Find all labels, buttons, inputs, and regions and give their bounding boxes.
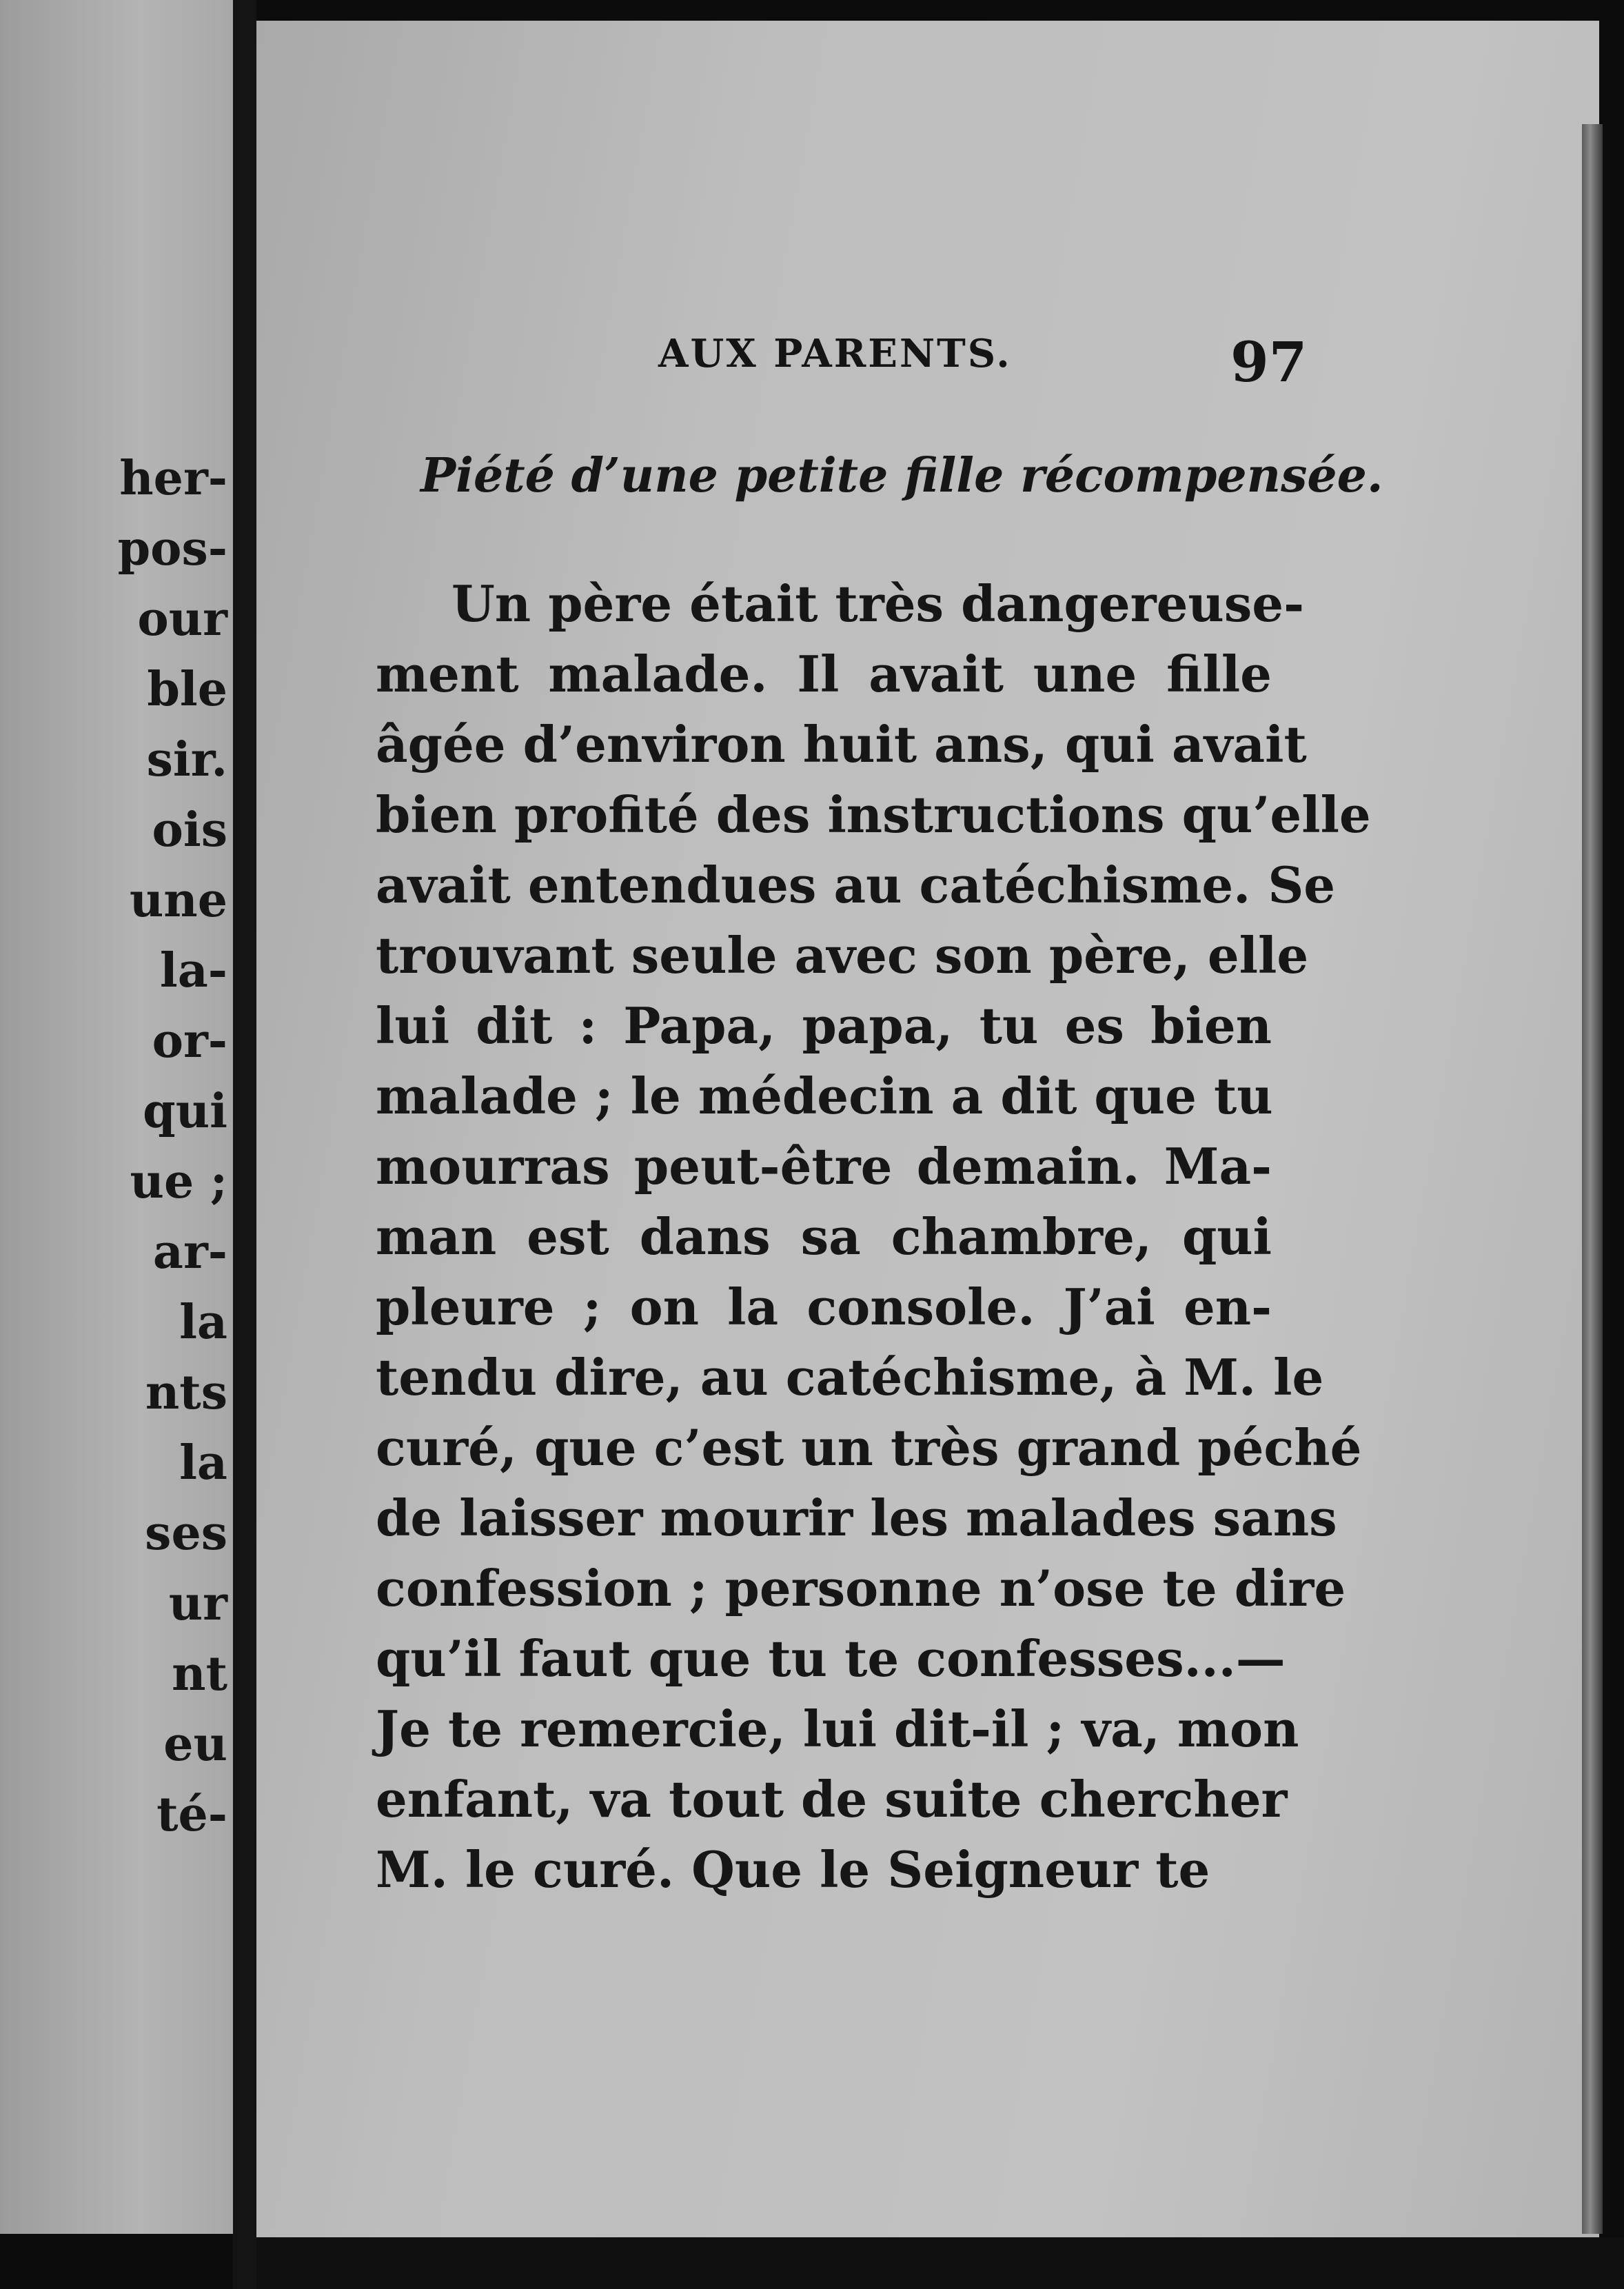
left-page-line: qui [143,1084,227,1139]
left-page-line: la- [159,943,227,998]
left-page-line: sir. [146,732,227,787]
left-page-line: ur [168,1576,227,1631]
left-page-line: eu [163,1717,227,1772]
body-line: ment malade. Il avait une fille [376,645,1272,703]
left-page-line: la [179,1435,227,1491]
body-line: bien profité des instructions qu’elle [376,785,1371,844]
body-line: qu’il faut que tu te confesses...— [376,1629,1286,1688]
book-gutter [233,0,256,2289]
left-page-line: une [129,873,227,928]
running-header: AUX PARENTS. [658,331,1012,376]
body-line: malade ; le médecin a dit que tu [376,1067,1273,1125]
left-page-fragment [0,0,233,2234]
body-line: mourras peut-être demain. Ma- [376,1137,1272,1196]
left-page-line: ue ; [130,1154,227,1209]
left-page-line: nts [145,1365,227,1420]
body-line: curé, que c’est un très grand péché [376,1418,1362,1477]
body-line: lui dit : Papa, papa, tu es bien [376,996,1272,1055]
body-line: tendu dire, au catéchisme, à M. le [376,1348,1324,1406]
left-page-line: ois [152,803,227,858]
left-page-line: la [179,1295,227,1350]
left-page-line: our [137,592,227,647]
left-page-line: ses [145,1506,227,1561]
body-line: trouvant seule avec son père, elle [376,926,1309,985]
left-page-line: nt [172,1646,227,1702]
left-page-line: pos- [117,521,227,576]
body-line: confession ; personne n’ose te dire [376,1559,1346,1617]
bottom-shadow [256,2237,1624,2289]
left-page-line: her- [119,451,227,506]
body-line: man est dans sa chambre, qui [376,1207,1272,1266]
section-subtitle: Piété d’une petite fille récompensée. [420,448,1383,503]
body-line: M. le curé. Que le Seigneur te [376,1840,1210,1899]
page-edge [1582,124,1603,2234]
body-line: avait entendues au catéchisme. Se [376,856,1336,914]
body-line: Un père était très dangereuse- [451,574,1304,633]
left-page-line: or- [152,1014,227,1069]
body-line: âgée d’environ huit ans, qui avait [376,715,1307,774]
body-line: de laisser mourir les malades sans [376,1489,1337,1547]
left-page-line: ar- [152,1224,227,1280]
page-number: 97 [1230,330,1308,394]
body-line: pleure ; on la console. J’ai en- [376,1278,1272,1336]
body-line: Je te remercie, lui dit-il ; va, mon [376,1700,1299,1758]
left-page-line: ble [147,662,227,717]
left-page-line: té- [156,1787,227,1842]
body-line: enfant, va tout de suite chercher [376,1770,1288,1828]
